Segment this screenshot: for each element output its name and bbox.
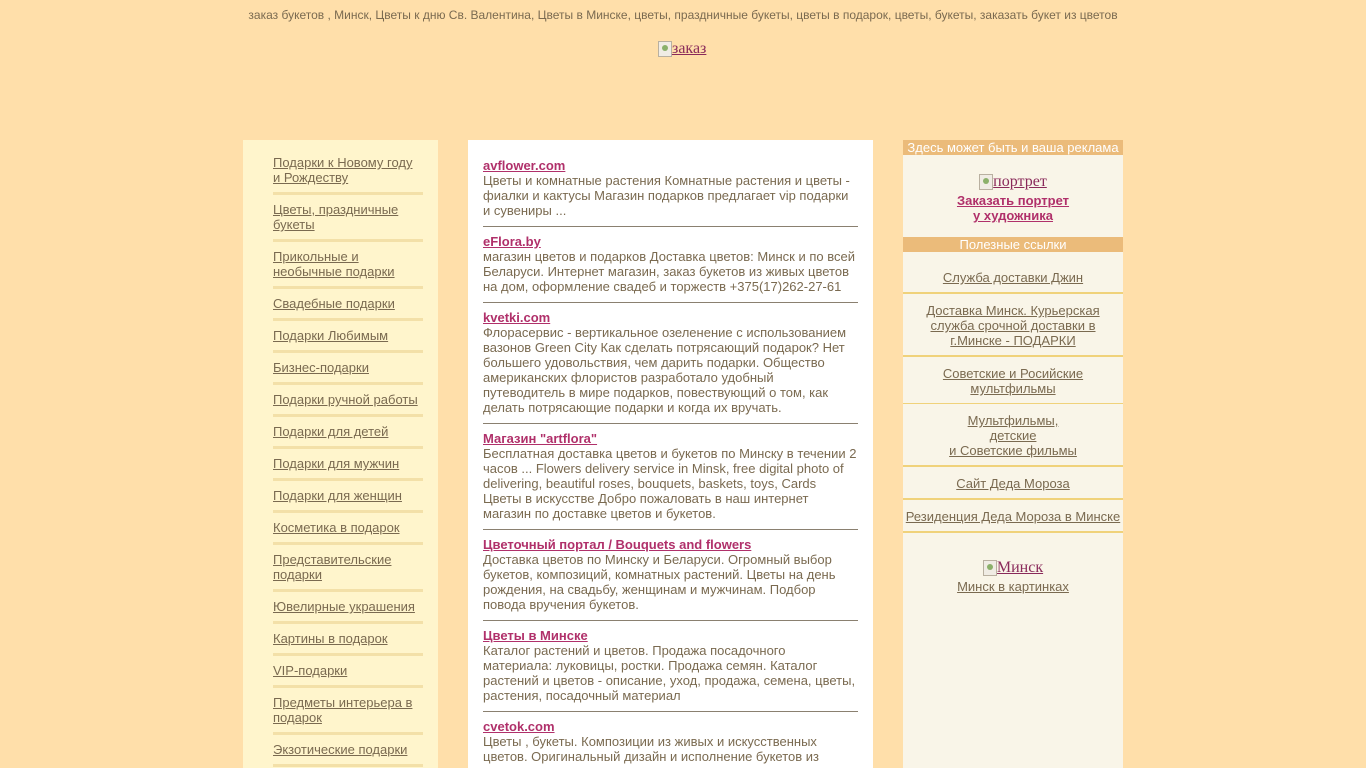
entries-list (468, 140, 873, 768)
left-menu-link[interactable]: Прикольные и необычные подарки (273, 249, 395, 279)
order-portrait-line1: Заказать портрет (956, 193, 1070, 208)
left-menu-item (273, 456, 423, 481)
entry-description: Каталог растений и цветов. Продажа посадочного материала: луковицы, ростки. Продажа семян. Каталог растений и цветов - описание, уход, продажа, семена, цветы, растения, посадочный материал (483, 643, 856, 703)
left-menu-item (273, 695, 423, 735)
link-entry (483, 158, 858, 227)
portrait-alt: портрет (993, 173, 1047, 190)
useful-links-header: Полезные ссылки (903, 237, 1123, 252)
useful-link-item (903, 404, 1123, 467)
entry-title-link[interactable]: eFlora.by (483, 234, 541, 249)
seo-keywords-line: заказ букетов , Минск, Цветы к дню Св. Валентина, Цветы в Минске, цветы, праздничные букеты, цветы в подарок, цветы, букеты, заказать букет из цветов (248, 8, 1118, 22)
link-entry (483, 310, 858, 424)
link-entry (483, 537, 858, 621)
link-entry (483, 628, 858, 712)
left-category-menu (243, 140, 438, 768)
left-menu-link[interactable]: Подарки для женщин (273, 488, 402, 503)
useful-link-line: Сайт Деда Мороза (956, 476, 1070, 491)
entry-title-link[interactable]: cvetok.com (483, 719, 555, 734)
entry-title-link[interactable]: Цветочный портал / Bouquets and flowers (483, 537, 752, 552)
left-menu-link[interactable]: Подарки для мужчин (273, 456, 400, 471)
left-menu-link[interactable]: Подарки к Новому году и Рождеству (273, 155, 413, 185)
left-menu-item (273, 599, 423, 624)
left-menu-item (273, 488, 423, 513)
useful-link[interactable] (926, 303, 1099, 348)
link-entry (483, 431, 858, 530)
left-menu-link[interactable]: Бизнес-подарки (273, 360, 369, 375)
useful-link-item (903, 252, 1123, 294)
entry-title-link[interactable]: avflower.com (483, 158, 566, 173)
left-menu-link[interactable]: Подарки для детей (273, 424, 389, 439)
useful-link-line: Мультфильмы, (967, 413, 1059, 428)
useful-link-item (903, 294, 1123, 357)
broken-image-icon (658, 41, 672, 57)
entry-description: Доставка цветов по Минску и Беларуси. Огромный выбор букетов, композиций, комнатных растений. Цветы на день рождения, на свадьбу, женщинам и мужчинам. Подбор повода вручения букетов. (483, 552, 836, 612)
minsk-alt: Минск (996, 559, 1044, 576)
left-menu-link[interactable]: Представительские подарки (273, 552, 392, 582)
order-portrait-link[interactable] (903, 193, 1123, 223)
left-menu-item (273, 392, 423, 417)
left-menu-item (273, 249, 423, 289)
left-menu-item (273, 155, 423, 195)
useful-link-line: детские (989, 428, 1037, 443)
left-menu-item (273, 663, 423, 688)
useful-link-line: Служба доставки Джин (942, 270, 1084, 285)
useful-link-item (903, 357, 1123, 404)
center-links-column (468, 140, 873, 768)
left-menu-link[interactable]: Ювелирные украшения (273, 599, 415, 614)
left-menu-link[interactable]: Цветы, праздничные букеты (273, 202, 399, 232)
left-menu-item (273, 631, 423, 656)
useful-link-line: Резиденция Деда Мороза в Минске (905, 509, 1121, 524)
left-menu-item (273, 202, 423, 242)
useful-links-list (903, 252, 1123, 533)
useful-link[interactable] (956, 476, 1069, 491)
top-banner-image[interactable] (658, 40, 706, 58)
ad-header: Здесь может быть и ваша реклама (903, 140, 1123, 155)
entry-description: магазин цветов и подарков Доставка цветов: Минск и по всей Беларуси. Интернет магазин, заказ букетов из живых цветов на дом, оформление свадеб и торжеств +375(17)262-27-61 (483, 249, 855, 294)
portrait-ad (903, 155, 1123, 237)
left-menu-item (273, 552, 423, 592)
left-menu-link[interactable]: Предметы интерьера в подарок (273, 695, 413, 725)
left-menu-link[interactable]: Подарки Любимым (273, 328, 389, 343)
entry-description: Бесплатная доставка цветов и букетов по Минску в течении 2 часов ... Flowers delivery service in Minsk, free digital photo of delivering, beautiful roses, bouquets, baskets, toys, Cards Цветы в искусстве Добро пожаловать в наш интернет магазин по доставке цветов и букетов. (483, 446, 857, 521)
minsk-pictures-link[interactable]: Минск в картинках (957, 579, 1069, 594)
left-menu-link[interactable]: VIP-подарки (273, 663, 348, 678)
entry-description: Цветы и комнатные растения Комнатные растения и цветы - фиалки и кактусы Магазин подарков предлагает vip подарки и сувениры ... (483, 173, 850, 218)
left-menu-item (273, 360, 423, 385)
useful-link[interactable] (949, 413, 1077, 458)
useful-link-line: и Советские фильмы (949, 443, 1077, 458)
useful-link-item (903, 500, 1123, 533)
left-menu-item (273, 424, 423, 449)
link-entry (483, 719, 858, 768)
useful-link[interactable] (943, 366, 1083, 396)
entry-title-link[interactable]: Магазин "artflora" (483, 431, 598, 446)
top-banner-alt: заказ (672, 40, 707, 57)
useful-link-line: служба срочной доставки в (930, 318, 1096, 333)
link-entry (483, 234, 858, 303)
left-menu-item (273, 742, 423, 767)
left-menu-link[interactable]: Свадебные подарки (273, 296, 395, 311)
minsk-image[interactable] (983, 559, 1043, 577)
entry-description: Цветы , букеты. Композиции из живых и искусственных цветов. Оригинальный дизайн и исполнение букетов из (483, 734, 820, 764)
useful-link-item (903, 467, 1123, 500)
left-menu-link[interactable]: Картины в подарок (273, 631, 388, 646)
left-menu-item (273, 328, 423, 353)
minsk-block (903, 533, 1123, 594)
left-menu-list (243, 140, 438, 767)
order-portrait-line2: у художника (973, 208, 1053, 223)
useful-link[interactable] (906, 509, 1120, 524)
left-menu-link[interactable]: Экзотические подарки (273, 742, 408, 757)
right-sidebar (903, 140, 1123, 768)
entry-title-link[interactable]: Цветы в Минске (483, 628, 588, 643)
portrait-image[interactable] (979, 173, 1047, 191)
broken-image-icon (979, 174, 993, 190)
left-menu-link[interactable]: Косметика в подарок (273, 520, 400, 535)
entry-title-link[interactable]: kvetki.com (483, 310, 551, 325)
useful-link-line: Доставка Минск. Курьерская (926, 303, 1100, 318)
useful-link-line: мультфильмы (970, 381, 1056, 396)
useful-link[interactable] (943, 270, 1083, 285)
left-menu-link[interactable]: Подарки ручной работы (273, 392, 418, 407)
entry-description: Флорасервис - вертикальное озеленение с использованием вазонов Green City Как сделать потрясающий подарок? Нет большего удовольствия, чем дарить подарки. Общество американских флористов разработало удобный путеводитель в мире подарков, повествующий о том, как делать потрясающие подарки и когда их вручать. (483, 325, 847, 415)
left-menu-item (273, 520, 423, 545)
useful-link-line: г.Минске - ПОДАРКИ (950, 333, 1076, 348)
broken-image-icon (983, 560, 997, 576)
useful-link-line: Советские и Росийские (942, 366, 1084, 381)
left-menu-item (273, 296, 423, 321)
